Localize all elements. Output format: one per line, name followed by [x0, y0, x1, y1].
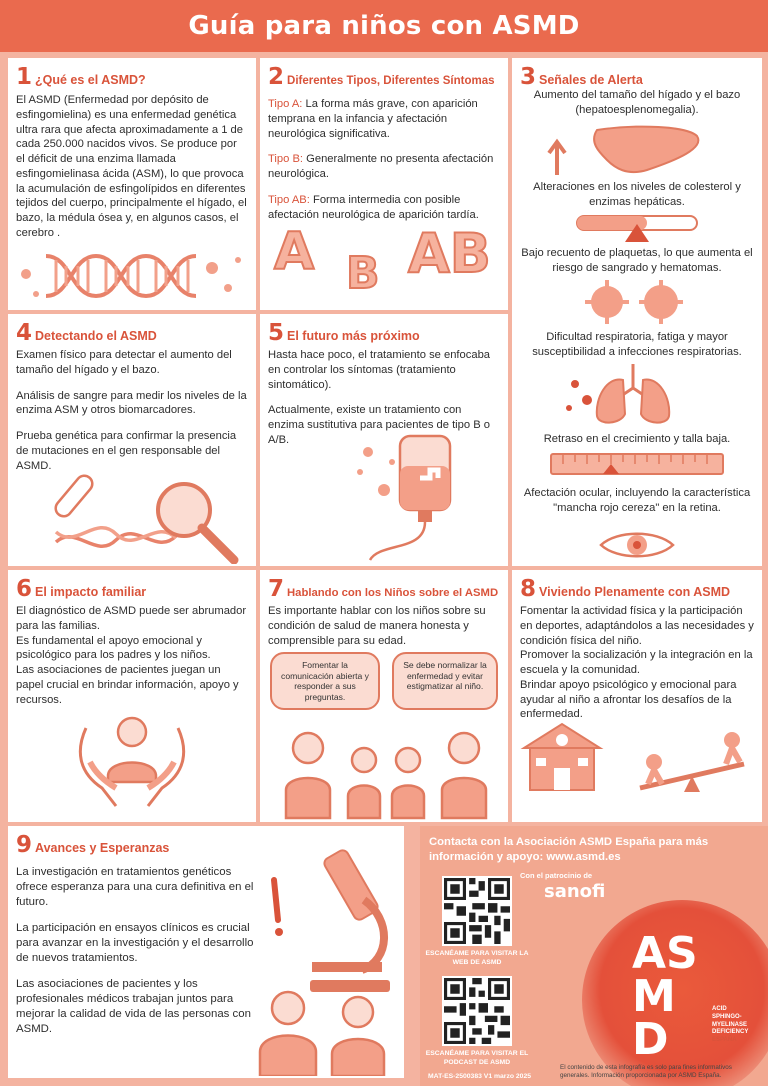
dna-icon	[16, 246, 248, 306]
section-1-card	[8, 58, 256, 310]
microscope-doctors-icon	[252, 830, 402, 1076]
asmd-logo-subtitle	[712, 1006, 748, 1045]
section-title: Viviendo Plenamente con ASMD	[539, 585, 731, 599]
type-text: Generalmente no presenta afectación neurológica.	[268, 153, 494, 181]
section-number: 8	[520, 576, 537, 602]
section-6-heading	[16, 578, 248, 601]
type-label: Tipo B:	[268, 153, 304, 166]
platelet-icon	[537, 278, 737, 328]
letters-ab-icon: AB	[408, 222, 491, 285]
school-seesaw-icon	[520, 718, 754, 798]
letter-a-icon: A	[274, 222, 315, 282]
speech-bubble-right: Se debe normalizar la enfermedad y evitar estigmatizar al niño.	[392, 652, 498, 710]
section-number: 7	[268, 576, 285, 602]
section-4-card	[8, 314, 256, 566]
paragraph: La investigación en tratamientos genéticos ofrece esperanza para una cura definitiva en el futuro.	[16, 866, 254, 909]
title-banner	[0, 0, 768, 52]
section-number: 4	[16, 320, 33, 346]
section-1-text: El ASMD (Enfermedad por depósito de esfingomielina) es una enfermedad genética ultra rara que afecta aproximadamente a 1 de cada 250.000 nacidos vivos. Se produce por el déficit de una enzima llamada esfingomielinasa ácida (ASM), lo que provoca la acumulación de esfingolípidos en diferentes tejidos del cuerpo, principalmente el hígado, el bazo, la médula ósea y, en algunos casos, el cerebro .	[16, 94, 247, 240]
logo-line: SPHINGO-	[712, 1013, 742, 1020]
line: Es fundamental el apoyo emocional y psicológico para los padres y los niños.	[16, 634, 211, 662]
liver-icon	[537, 120, 737, 180]
paragraph: Examen físico para detectar el aumento del tamaño del hígado y el bazo.	[16, 349, 232, 376]
asmd-logo-text: ASMD	[632, 928, 698, 1066]
section-number: 6	[16, 576, 33, 602]
section-number: 5	[268, 320, 285, 346]
document-code: MAT-ES-2500383 V1 marzo 2025	[428, 1073, 532, 1080]
alert-item: Bajo recuento de plaquetas, lo que aumenta el riesgo de sangrado y hematomas.	[521, 247, 753, 274]
section-number: 3	[520, 64, 537, 90]
section-5-heading	[268, 322, 500, 345]
type-ab-item	[268, 193, 500, 223]
line: Promover la socialización y la integración en la escuela y la comunidad.	[520, 649, 753, 677]
type-a-item	[268, 97, 500, 141]
section-number: 1	[16, 64, 33, 90]
logo-line: MYELINASE	[712, 1021, 748, 1028]
qr-code-web[interactable]	[442, 876, 512, 946]
paragraph: Prueba genética para confirmar la presencia de mutaciones en el gen responsable del ASMD.	[16, 430, 237, 472]
section-title: El futuro más próximo	[287, 329, 420, 343]
section-2-text	[268, 97, 500, 222]
type-text: Forma intermedia con posible afectación neurológica de aparición tardía.	[268, 193, 479, 221]
section-8-heading	[520, 578, 754, 601]
eye-icon	[537, 528, 737, 562]
paragraph: Actualmente, existe un tratamiento con enzima sustitutiva para pacientes de tipo B o A/B.	[268, 404, 491, 446]
logo-line: DEFICIENCY	[712, 1029, 749, 1036]
alert-item: Retraso en el crecimiento y talla baja.	[543, 433, 731, 445]
section-3-card	[512, 58, 762, 566]
section-8-text	[520, 604, 754, 722]
family-icon	[268, 720, 500, 820]
page-title: Guía para niños con ASMD	[188, 11, 580, 41]
section-title: Avances y Esperanzas	[35, 841, 170, 855]
type-label: Tipo AB:	[268, 193, 310, 206]
paragraph: La participación en ensayos clínicos es crucial para avanzar en la investigación y el desarrollo de nuevos tratamientos.	[16, 922, 254, 965]
section-6-card	[8, 570, 256, 822]
alert-item: Alteraciones en los niveles de colesterol y enzimas hepáticas.	[533, 181, 741, 208]
section-9-card	[8, 826, 404, 1078]
section-title: Señales de Alerta	[539, 73, 643, 87]
section-title: Detectando el ASMD	[35, 329, 157, 343]
logo-line: ACID	[712, 1006, 727, 1012]
paragraph: Las asociaciones de pacientes y los profesionales médicos trabajan juntos para mejorar la calidad de vida de las personas con ASMD.	[16, 978, 251, 1036]
qr-web-caption: ESCANÉAME PARA VISITAR LA WEB DE ASMD	[425, 950, 529, 966]
type-text: La forma más grave, con aparición temprana en la infancia y afectación neurológica significativa.	[268, 98, 478, 140]
type-b-item	[268, 152, 500, 182]
section-4-text	[16, 348, 248, 473]
alert-item: Dificultad respiratoria, fatiga y mayor susceptibilidad a infecciones respiratorias.	[532, 331, 742, 358]
section-number: 9	[16, 832, 33, 858]
paragraph: Hasta hace poco, el tratamiento se enfocaba en controlar los síntomas (tratamiento sintomático).	[268, 349, 491, 391]
qr-code-podcast[interactable]	[442, 976, 512, 1046]
qr-podcast-caption: ESCANÉAME PARA VISITAR EL PODCAST DE ASMD	[425, 1050, 529, 1066]
section-8-card	[512, 570, 762, 822]
sponsor-label: Con el patrocinio de	[520, 871, 593, 880]
disclaimer: El contenido de esta infografía es solo para fines informativos generales. Información proporcionada por ASMD España.	[560, 1064, 732, 1079]
logo-line: ESPAÑA	[712, 1037, 737, 1044]
paragraph: Análisis de sangre para medir los niveles de la enzima ASM y otros biomarcadores.	[16, 389, 247, 417]
section-7-heading	[268, 578, 500, 601]
line: Fomentar la actividad física y la participación en deportes, adaptándolos a las necesidades y condición física del niño.	[520, 605, 754, 647]
section-6-text	[16, 604, 248, 707]
iv-bag-icon	[340, 432, 500, 562]
line: Brindar apoyo psicológico y emocional para ayudar al niño a afrontar los desafíos de la enfermedad.	[520, 678, 737, 721]
section-1-heading	[16, 66, 248, 89]
speech-bubble-left: Fomentar la comunicación abierta y responder a sus preguntas.	[270, 652, 380, 710]
section-title: El impacto familiar	[35, 585, 147, 599]
section-7-text: Es importante hablar con los niños sobre su condición de salud de manera honesta y comprensible para su edad.	[268, 605, 486, 647]
section-2-heading	[268, 66, 500, 89]
caring-hands-icon	[16, 710, 248, 810]
section-9-text	[16, 865, 256, 1037]
section-title: Diferentes Tipos, Diferentes Síntomas	[287, 75, 495, 87]
type-label: Tipo A:	[268, 98, 303, 110]
section-5-card	[260, 314, 508, 566]
letter-b-icon: B	[346, 248, 380, 299]
sanofi-logo: sanofi	[544, 881, 606, 902]
section-7-card	[260, 570, 508, 822]
contact-title: Contacta con la Asociación ASMD España para más información y apoyo: www.asmd.es	[429, 836, 709, 864]
section-4-heading	[16, 322, 248, 345]
section-2-card	[260, 58, 508, 310]
section-number: 2	[268, 64, 285, 90]
magnifier-dna-icon	[16, 464, 248, 564]
alert-item: Aumento del tamaño del hígado y el bazo (hepatoesplenomegalia).	[533, 89, 741, 116]
section-title: ¿Qué es el ASMD?	[35, 73, 146, 87]
test-tube-warning-icon	[537, 210, 737, 244]
line: Las asociaciones de pacientes juegan un papel crucial en brindar información, apoyo y recursos.	[16, 664, 239, 706]
ruler-icon	[537, 450, 737, 484]
line: El diagnóstico de ASMD puede ser abrumador para las familias.	[16, 605, 247, 632]
lungs-icon	[537, 358, 737, 428]
section-title: Hablando con los Niños sobre el ASMD	[287, 587, 499, 599]
section-3-heading	[520, 66, 754, 89]
alert-item: Afectación ocular, incluyendo la característica "mancha rojo cereza" en la retina.	[523, 487, 751, 514]
